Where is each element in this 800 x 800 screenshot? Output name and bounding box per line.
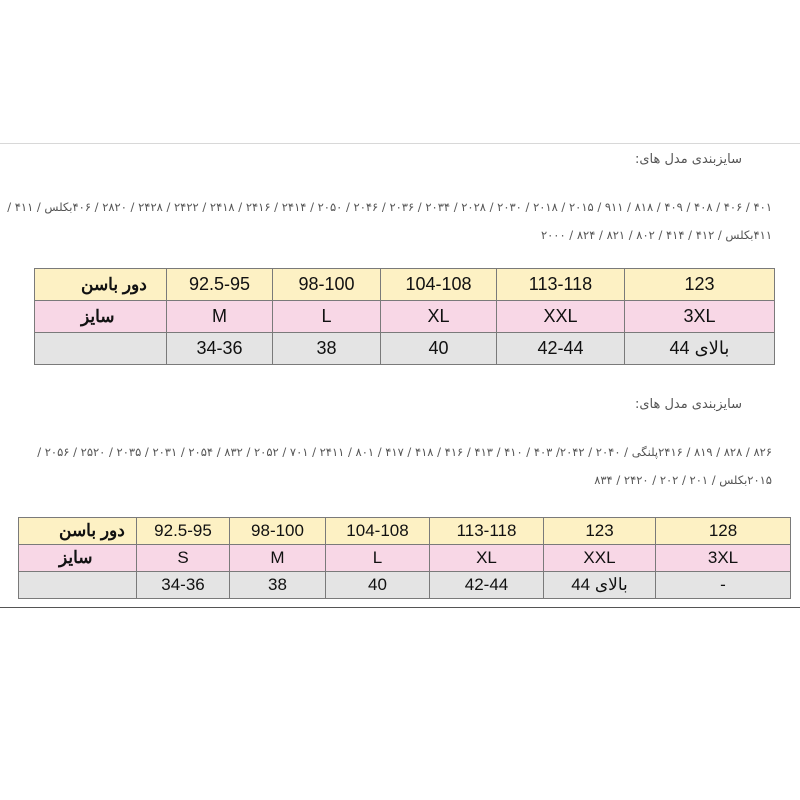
table-cell: 40 [326,572,430,599]
table-cell: 113-118 [497,269,625,301]
table-cell: 3XL [656,545,791,572]
table-cell: 98-100 [273,269,381,301]
table-cell: 34-36 [167,333,273,365]
table-cell: - [656,572,791,599]
table-cell: 92.5-95 [137,518,230,545]
section2-heading: سایزبندی مدل های: [634,397,742,412]
section2-models-line1: ۸۲۶ / ۸۲۸ / ۸۱۹ / ۲۴۱۶پلنگی / ۲۰۴۰ / ۲۰۴۲/ ۴۰۳ / ۴۱۰ / ۴۱۳ / ۴۱۶ / ۴۱۸ / ۴۱۷ / ۸۰۱ / ۲۴۱۱ / ۷۰۱ / ۲۰۵۲ / ۸۳۲ / ۲۰۵۴ / ۲۰۳۱ / ۲۰۳۵ / ۲۵۲۰ / ۲۰۵۶ / [37,445,772,459]
table-cell: XXL [497,301,625,333]
table-cell: بالای 44 [625,333,775,365]
table-cell: 128 [656,518,791,545]
number-size-label [35,333,167,365]
table-cell: 42-44 [430,572,544,599]
table-cell: 113-118 [430,518,544,545]
top-divider [0,143,800,144]
table-cell: L [326,545,430,572]
table-cell: 3XL [625,301,775,333]
table-cell: L [273,301,381,333]
table-cell: M [167,301,273,333]
section1-models-line1: ۴۰۱ / ۴۰۶ / ۴۰۸ / ۴۰۹ / ۸۱۸ / ۹۱۱ / ۲۰۱۵ / ۲۰۱۸ / ۲۰۳۰ / ۲۰۲۸ / ۲۰۳۴ / ۲۰۳۶ / ۲۰۴۶ / ۲۰۵۰ / ۲۴۱۴ / ۲۴۱۶ / ۲۴۱۸ / ۲۴۲۲ / ۲۴۲۸ / ۲۸۲۰ / ۴۰۶بکلس / ۴۱۱ / [7,200,772,214]
table-cell: 34-36 [137,572,230,599]
table-cell: 123 [625,269,775,301]
hip-row [35,269,775,301]
hip-label: دور باسن [19,518,137,545]
table-cell: 104-108 [326,518,430,545]
table-cell: 38 [273,333,381,365]
table-cell: XXL [544,545,656,572]
table-cell: XL [430,545,544,572]
size-row [35,301,775,333]
size-label: سایز [35,301,167,333]
number-size-row [35,333,775,365]
size-label: سایز [19,545,137,572]
table-cell: 42-44 [497,333,625,365]
bottom-divider [0,607,800,608]
section1-heading: سایزبندی مدل های: [634,152,742,167]
table-cell: 38 [230,572,326,599]
table-cell: 123 [544,518,656,545]
hip-row [19,518,791,545]
size-row [19,545,791,572]
number-size-label [19,572,137,599]
hip-label: دور باسن [35,269,167,301]
section2-size-table [18,517,791,599]
table-cell: S [137,545,230,572]
table-cell: بالای 44 [544,572,656,599]
table-cell: 98-100 [230,518,326,545]
table-cell: 40 [381,333,497,365]
section1-models-line2: ۴۱۱بکلس / ۴۱۲ / ۴۱۴ / ۸۰۲ / ۸۲۱ / ۸۲۴ / ۲۰۰۰ [540,228,772,242]
section1-size-table [34,268,775,365]
table-cell: 104-108 [381,269,497,301]
table-cell: XL [381,301,497,333]
table-cell: M [230,545,326,572]
table-cell: 92.5-95 [167,269,273,301]
section2-models-line2: ۲۰۱۵بکلس / ۲۰۱ / ۲۰۲ / ۲۴۲۰ / ۸۳۴ [594,473,772,487]
number-size-row [19,572,791,599]
